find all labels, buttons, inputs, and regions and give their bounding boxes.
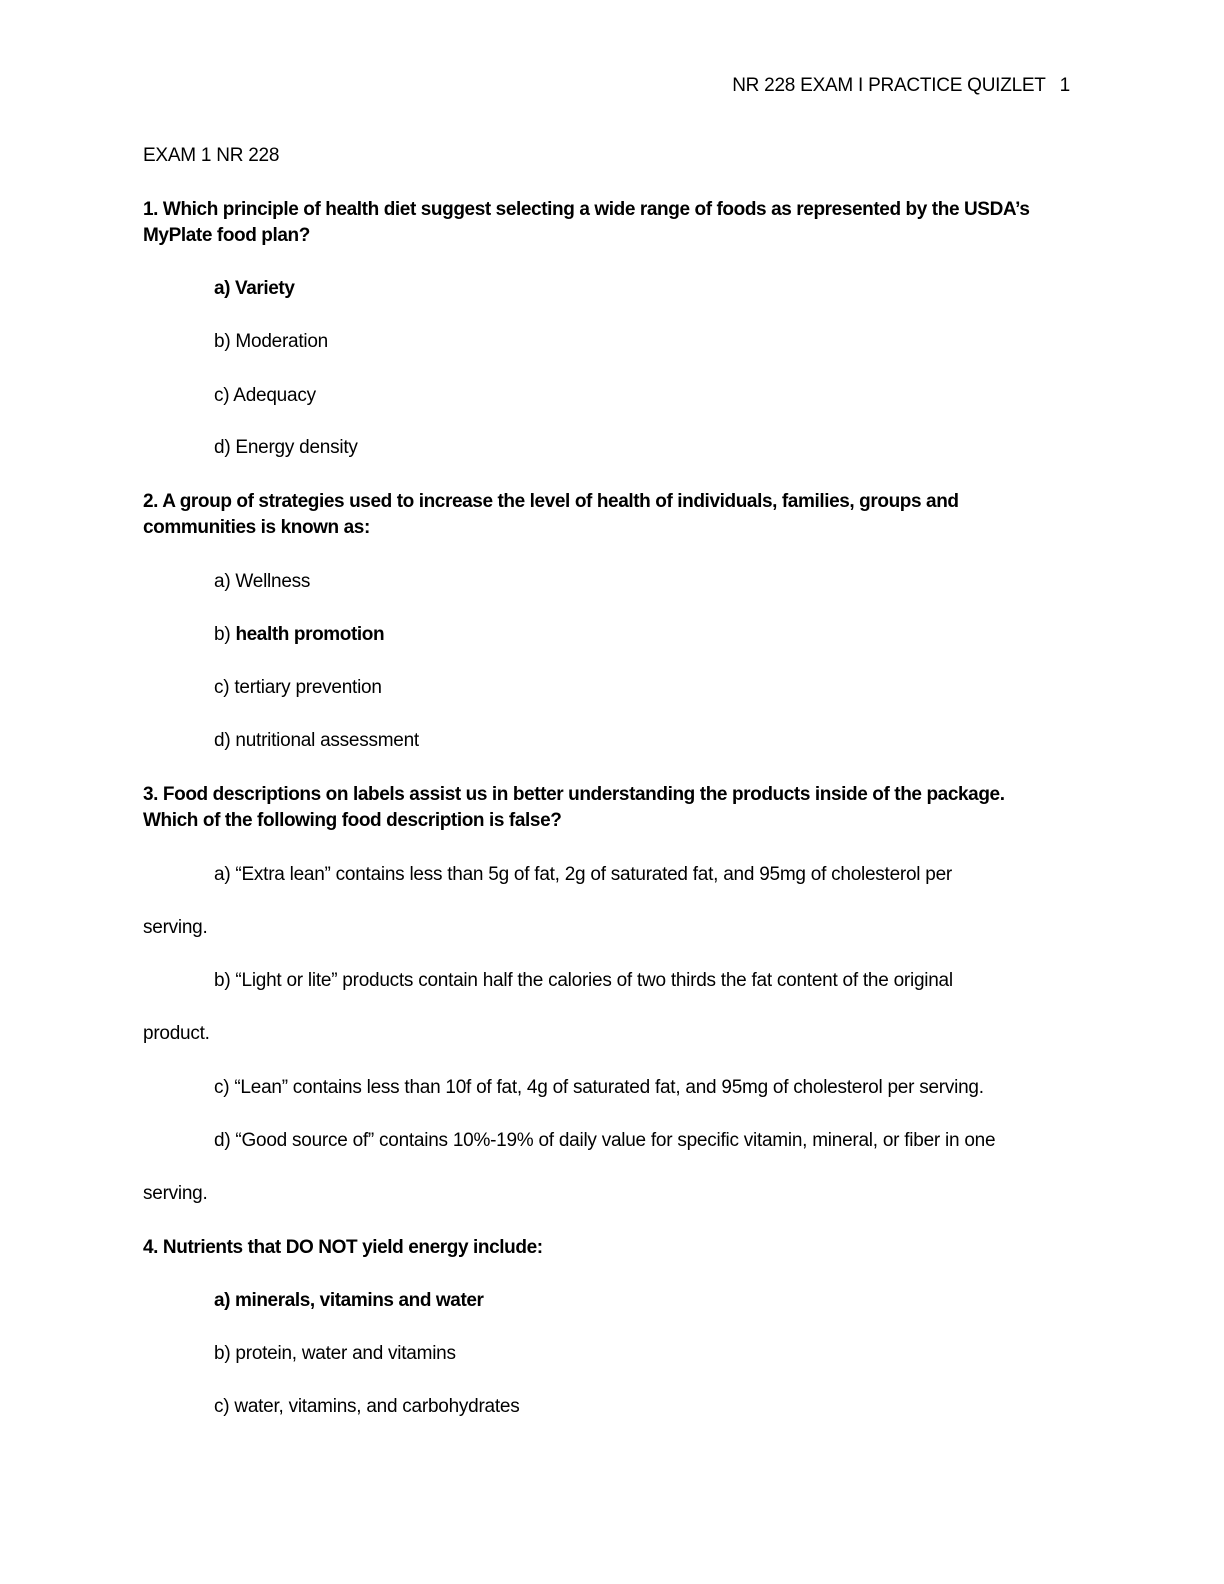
doc-title: EXAM 1 NR 228 [143,145,280,166]
question-2-option-c: c) tertiary prevention [214,677,382,698]
question-1-prompt-line-2: MyPlate food plan? [143,225,310,246]
running-header [732,74,1070,98]
question-3-option-b: b) “Light or lite” products contain half the calories of two thirds the fat content of the original [214,970,953,991]
question-2-option-b-correct: health promotion [235,624,385,645]
question-4-option-b: b) protein, water and vitamins [214,1343,456,1364]
question-3-option-a: a) “Extra lean” contains less than 5g of fat, 2g of saturated fat, and 95mg of cholesterol per [214,864,952,885]
question-3-option-a-continuation: serving. [143,917,208,938]
page-number: 1 [1059,75,1070,96]
question-2-option-d: d) nutritional assessment [214,730,419,751]
question-2-option-b [214,623,384,647]
question-2-prompt-line-2: communities is known as: [143,517,370,538]
option-prefix: b) [214,624,236,645]
question-3-prompt-line-1: 3. Food descriptions on labels assist us in better understanding the products inside of the package. [143,784,1005,805]
question-1-option-d: d) Energy density [214,437,358,458]
question-4-prompt-line-1: 4. Nutrients that DO NOT yield energy include: [143,1237,543,1258]
question-2-prompt-line-1: 2. A group of strategies used to increase the level of health of individuals, families, groups and [143,491,959,512]
question-1-option-a-correct: a) Variety [214,278,295,299]
question-1-prompt-line-1: 1. Which principle of health diet suggest selecting a wide range of foods as represented by the USDA’s [143,199,1030,220]
header-title: NR 228 EXAM I PRACTICE QUIZLET [732,75,1046,96]
question-3-option-c: c) “Lean” contains less than 10f of fat, 4g of saturated fat, and 95mg of cholesterol per serving. [214,1077,984,1098]
question-3-option-d: d) “Good source of” contains 10%-19% of daily value for specific vitamin, mineral, or fiber in one [214,1130,996,1151]
question-3-option-b-continuation: product. [143,1023,210,1044]
question-3-option-d-continuation: serving. [143,1183,208,1204]
question-1-option-c: c) Adequacy [214,385,316,406]
question-4-option-a-correct: a) minerals, vitamins and water [214,1290,484,1311]
question-3-prompt-line-2: Which of the following food description is false? [143,810,562,831]
question-2-option-a: a) Wellness [214,571,311,592]
question-4-option-c: c) water, vitamins, and carbohydrates [214,1396,520,1417]
question-1-option-b: b) Moderation [214,331,328,352]
